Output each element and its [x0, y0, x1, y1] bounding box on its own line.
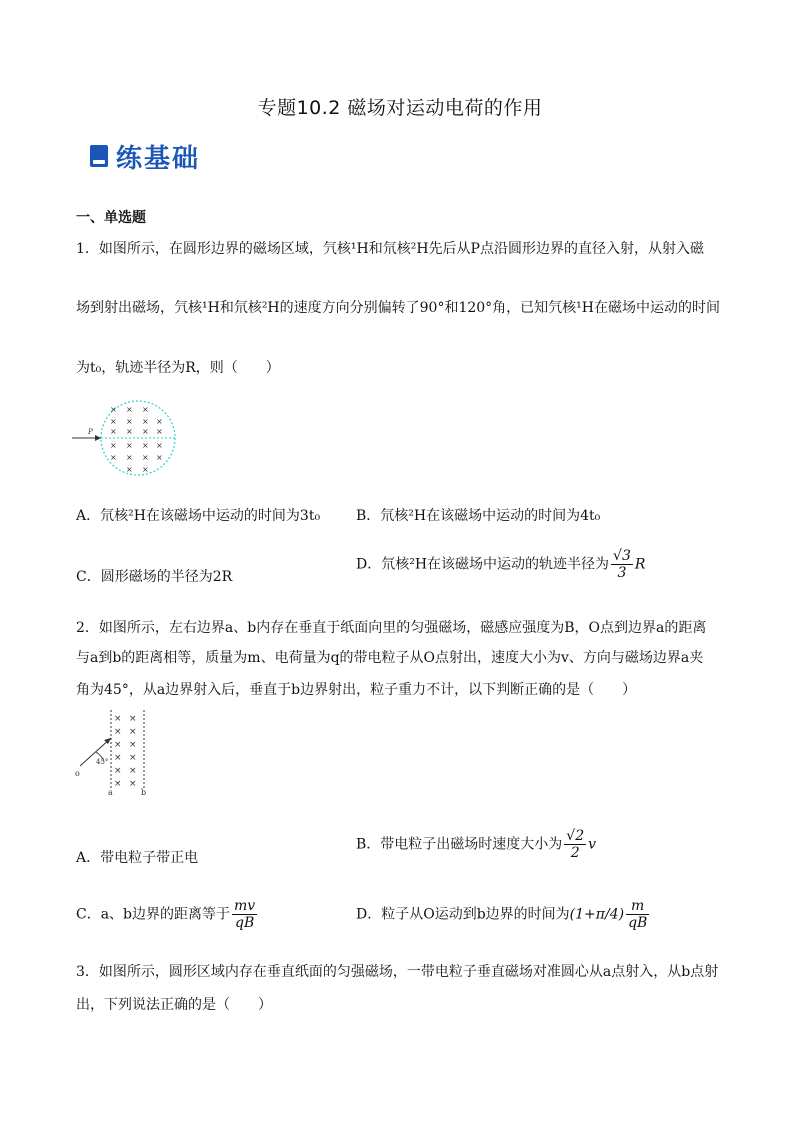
q2-option-c-text: C．a、b边界的距离等于: [76, 906, 231, 923]
svg-text:×: ×: [114, 714, 122, 724]
svg-text:×: ×: [129, 753, 137, 763]
svg-text:×: ×: [142, 465, 149, 474]
q2-option-c[interactable]: [76, 898, 259, 931]
q2-option-b-fraction: $\frac{√2}{2}$: [566, 828, 585, 861]
boundary-b-label: b: [141, 788, 147, 796]
svg-text:×: ×: [110, 417, 117, 426]
svg-text:×: ×: [129, 779, 137, 789]
q1-option-d[interactable]: D．氘核²H在该磁场中运动的轨迹半径为 $\frac{√3}{3}$ R: [356, 548, 646, 581]
svg-text:×: ×: [126, 453, 133, 462]
arrow-head-icon: [95, 435, 101, 441]
svg-text:×: ×: [114, 727, 122, 737]
svg-text:×: ×: [110, 405, 117, 414]
section-heading: 一、单选题: [76, 210, 146, 226]
svg-text:×: ×: [126, 465, 133, 474]
svg-text:×: ×: [129, 727, 137, 737]
svg-text:×: ×: [114, 740, 122, 750]
point-p-label: P: [88, 428, 93, 436]
svg-text:×: ×: [156, 417, 163, 426]
svg-text:×: ×: [156, 441, 163, 450]
q2-option-c-fraction: $\frac{mv}{qB}$: [234, 898, 256, 931]
svg-text:×: ×: [114, 753, 122, 763]
q2-line-1: 2．如图所示，左右边界a、b内存在垂直于纸面向里的匀强磁场，磁感应强度为B，O点到边界a的距离: [76, 620, 707, 636]
svg-text:×: ×: [156, 427, 163, 436]
q2-line-2: 与a到b的距离相等，质量为m、电荷量为q的带电粒子从O点射出，速度大小为v、方向与磁场边界a夹: [76, 650, 704, 666]
svg-text:×: ×: [114, 779, 122, 789]
q1-figure: [70, 398, 190, 478]
q1-line-2: 场到射出磁场，氕核¹H和氘核²H的速度方向分别偏转了90°和120°角，已知氕核¹H在磁场中运动的时间: [76, 300, 720, 316]
svg-text:×: ×: [126, 405, 133, 414]
q1-option-d-fraction: $\frac{√3}{3}$: [613, 548, 631, 581]
q2-option-d[interactable]: [356, 898, 651, 931]
svg-text:×: ×: [126, 441, 133, 450]
svg-text:×: ×: [110, 441, 117, 450]
q3-line-2: 出，下列说法正确的是（ ）: [76, 997, 272, 1013]
q1-line-3: 为t₀，轨迹半径为R，则（ ）: [76, 360, 280, 376]
field-cross-marks: [110, 405, 163, 474]
badge-label: 练基础: [116, 143, 201, 174]
svg-text:×: ×: [142, 453, 149, 462]
field-cross-marks: [114, 714, 137, 789]
angle-label: 45°: [96, 758, 109, 766]
book-icon: [90, 145, 108, 167]
q2-option-b-text: B．带电粒子出磁场时速度大小为: [356, 836, 563, 853]
q2-option-d-paren: (1+π/4): [569, 906, 625, 923]
svg-text:×: ×: [142, 427, 149, 436]
page-title: 专题10.2 磁场对运动电荷的作用: [257, 97, 543, 119]
q2-line-3: 角为45°，从a边界射入后，垂直于b边界射出，粒子重力不计，以下判断正确的是（ ）: [76, 682, 637, 698]
q1-option-a[interactable]: A．氘核²H在该磁场中运动的时间为3t₀: [76, 508, 321, 524]
q2-figure: [74, 706, 164, 796]
q3-line-1: 3．如图所示，圆形区域内存在垂直纸面的匀强磁场，一带电粒子垂直磁场对准圆心从a点射入，从b点射: [76, 964, 719, 980]
boundary-a-label: a: [108, 788, 113, 796]
q2-option-d-text: D．粒子从O运动到b边界的时间为: [356, 906, 570, 923]
svg-text:×: ×: [142, 441, 149, 450]
q1-line-1: 1．如图所示，在圆形边界的磁场区域，氕核¹H和氘核²H先后从P点沿圆形边界的直径入射，从射入磁: [76, 241, 704, 257]
q2-option-a[interactable]: A．带电粒子带正电: [76, 850, 199, 866]
svg-text:×: ×: [129, 740, 137, 750]
svg-text:×: ×: [110, 427, 117, 436]
svg-text:×: ×: [142, 417, 149, 426]
svg-text:×: ×: [126, 427, 133, 436]
svg-text:×: ×: [110, 453, 117, 462]
svg-text:×: ×: [156, 453, 163, 462]
svg-text:×: ×: [126, 417, 133, 426]
svg-text:×: ×: [129, 714, 137, 724]
q1-option-c[interactable]: C．圆形磁场的半径为2R: [76, 569, 233, 585]
svg-text:×: ×: [142, 405, 149, 414]
q2-option-d-fraction: $\frac{m}{qB}$: [628, 898, 648, 931]
q1-option-b[interactable]: B．氘核²H在该磁场中运动的时间为4t₀: [356, 508, 601, 524]
q1-option-d-text: D．氘核²H在该磁场中运动的轨迹半径为: [356, 556, 610, 573]
svg-text:×: ×: [114, 766, 122, 776]
svg-text:×: ×: [129, 766, 137, 776]
q2-option-b[interactable]: B．带电粒子出磁场时速度大小为 $\frac{√2}{2}$ v: [356, 828, 597, 861]
practice-badge: [90, 140, 200, 172]
point-o-label: o: [75, 769, 80, 778]
